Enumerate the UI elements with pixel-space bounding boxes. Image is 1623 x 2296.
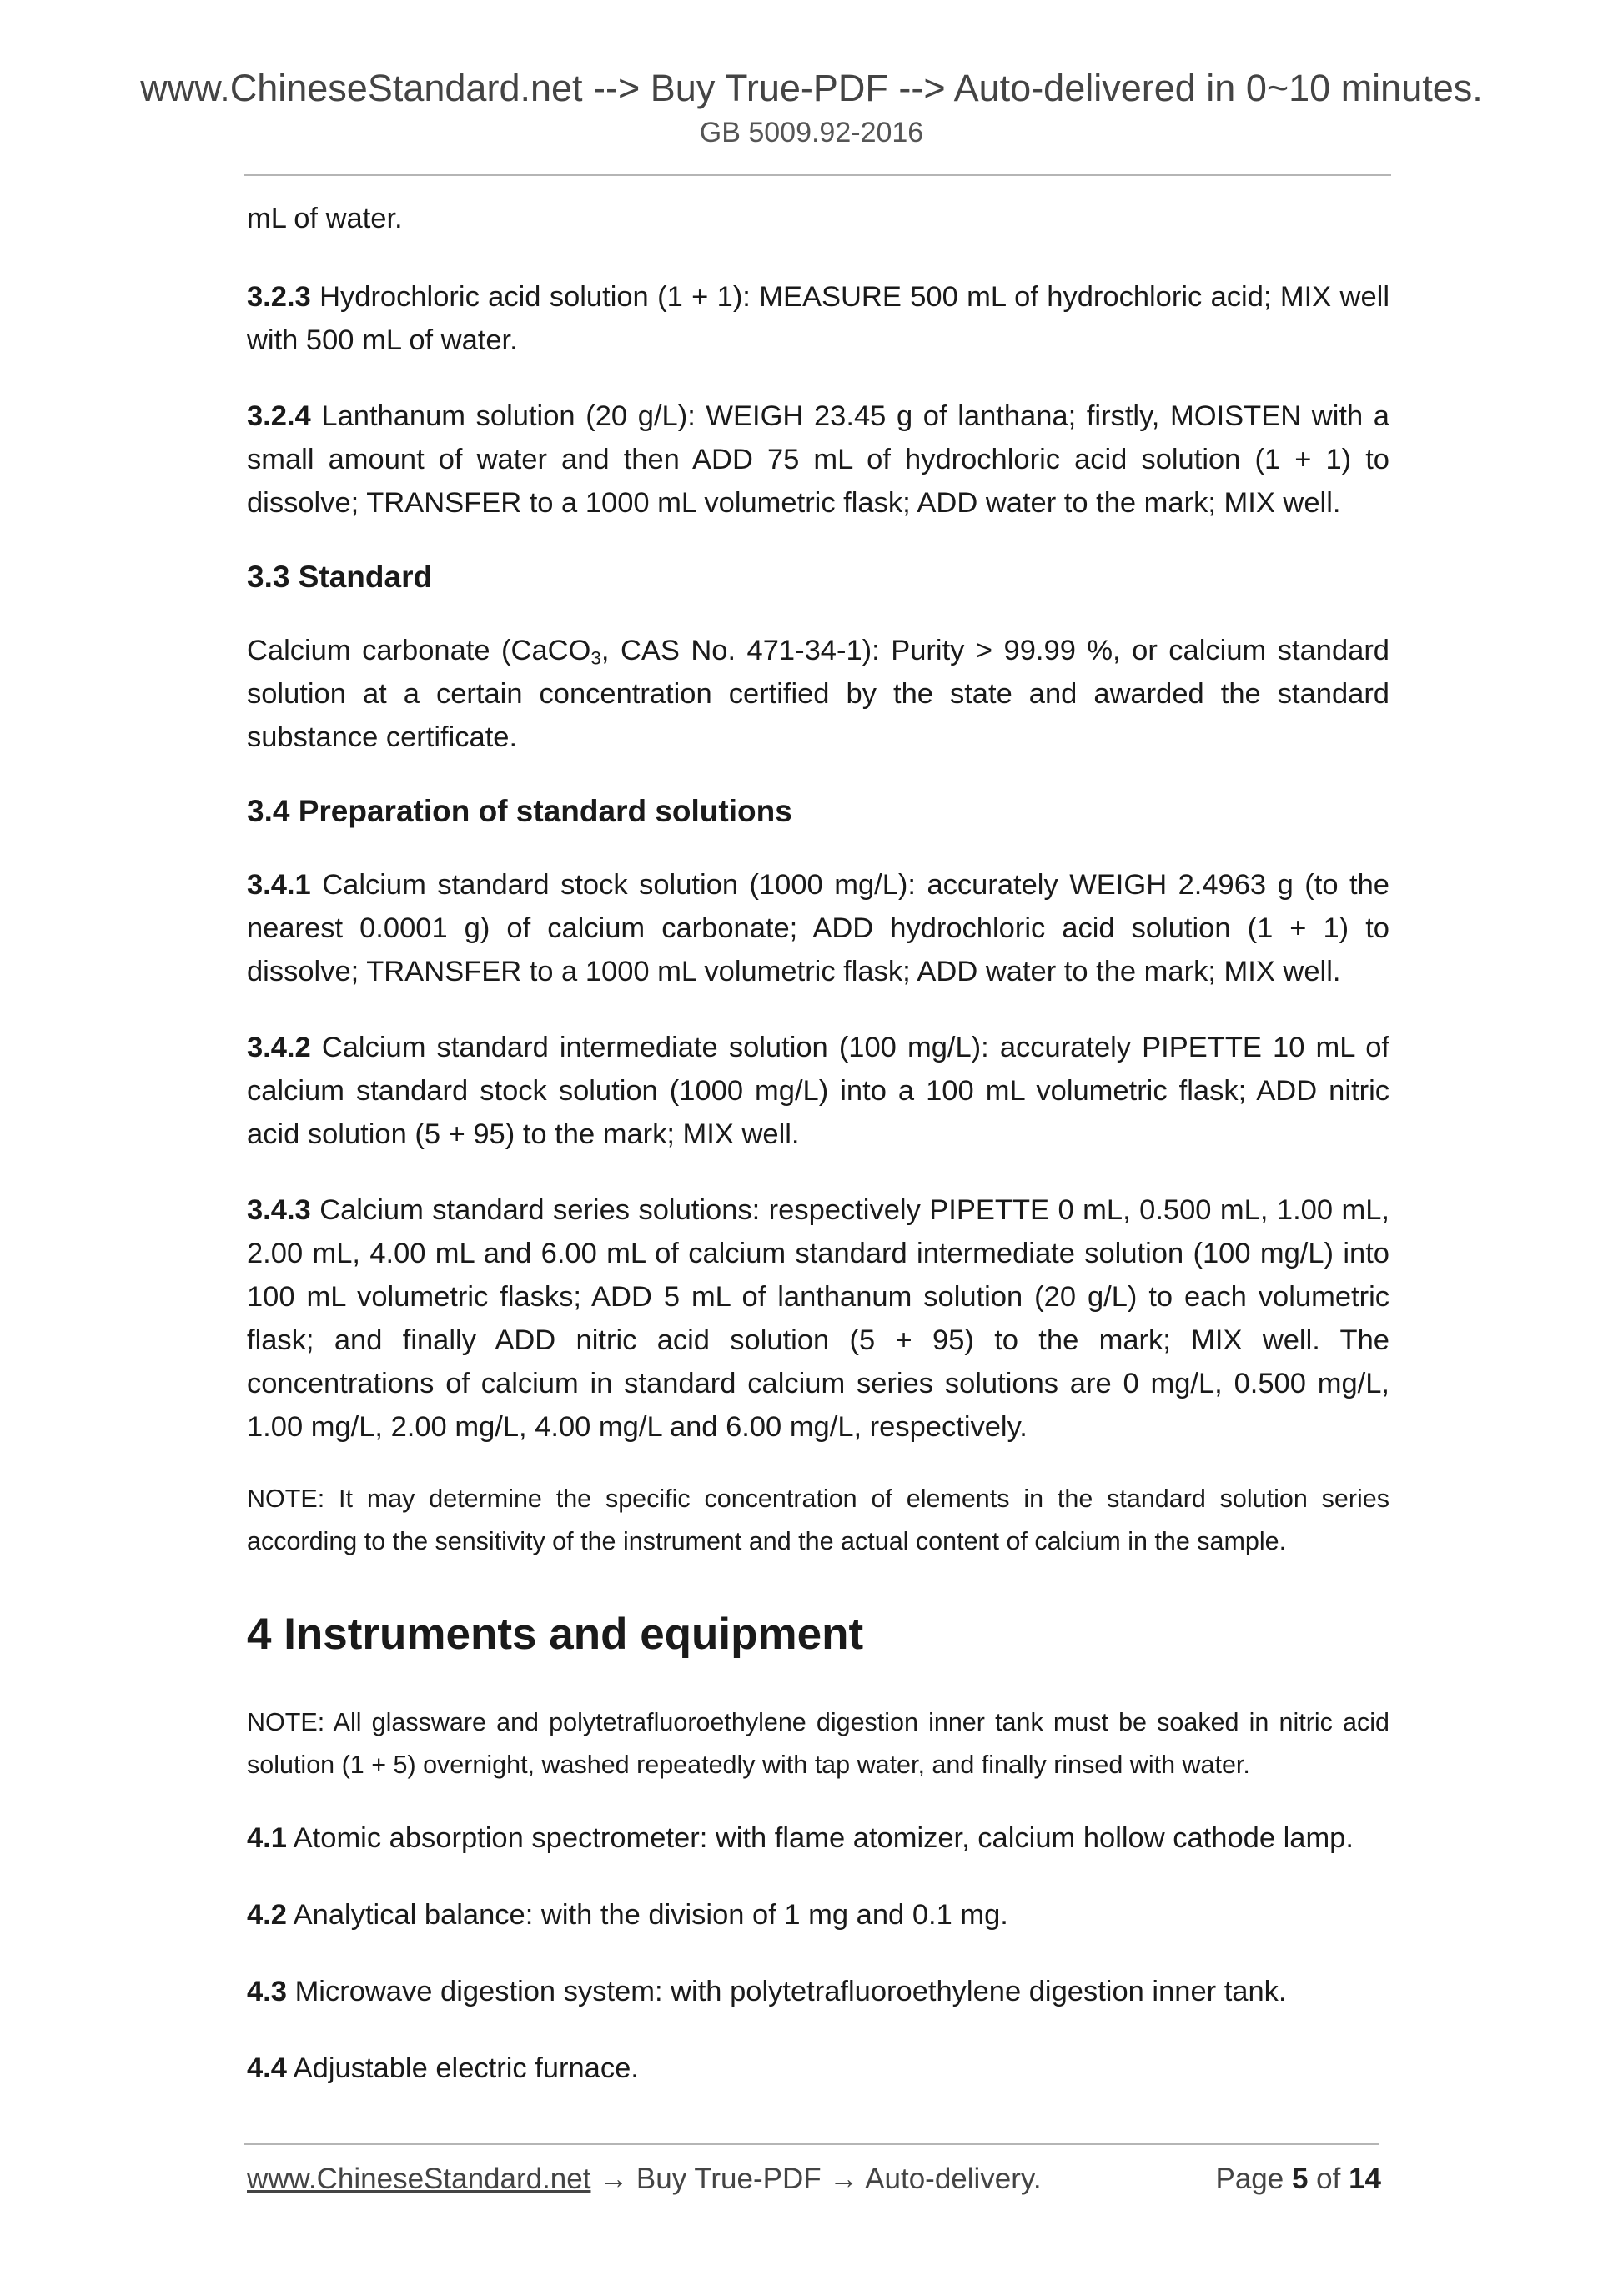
subscript: 3: [590, 647, 601, 669]
clause-number: 3.4.3: [247, 1194, 311, 1226]
clause-3-4-3: [247, 1188, 1389, 1449]
clause-number: 3.2.3: [247, 281, 311, 313]
clause-number: 4.4: [247, 2052, 287, 2084]
clause-4-3: [247, 1970, 1389, 2013]
clause-text: Microwave digestion system: with polytetrafluoroethylene digestion inner tank.: [294, 1976, 1287, 2007]
header-divider: [244, 174, 1391, 176]
clause-text: Calcium standard series solutions: respectively PIPETTE 0 mL, 0.500 mL, 1.00 mL, 2.00 mL, 4.00 mL and 6.00 mL of calcium standard intermediate solution (100 mg/L) into 100 mL volumetric flasks; ADD 5 mL of lanthanum solution (20 g/L) to each volumetric flask; and finally ADD nitric acid solution (5 + 95) to the mark; MIX well. The concentrations of calcium in standard calcium series solutions are 0 mg/L, 0.500 mg/L, 1.00 mg/L, 2.00 mg/L, 4.00 mg/L and 6.00 mg/L, respectively.: [247, 1194, 1390, 1443]
heading-3-4: 3.4 Preparation of standard solutions: [247, 794, 792, 828]
clause-number: 4.2: [247, 1899, 287, 1931]
page-footer: [247, 2158, 1381, 2200]
clause-3-2-4: [247, 394, 1389, 525]
header-banner: www.ChineseStandard.net --> Buy True-PDF --> Auto-delivered in 0~10 minutes.: [140, 67, 1483, 109]
clause-number: 4.1: [247, 1822, 287, 1854]
clause-text: Calcium carbonate (CaCO: [247, 635, 591, 666]
clause-number: 3.4.1: [247, 869, 311, 901]
clause-3-2-3: [247, 275, 1389, 362]
clause-text: Calcium standard intermediate solution (100 mg/L): accurately PIPETTE 10 mL of calcium standard stock solution (1000 mg/L) into a 100 mL volumetric flask; ADD nitric acid solution (5 + 95) to the mark; MIX well.: [247, 1032, 1389, 1150]
clause-4-2: [247, 1893, 1389, 1937]
page-of: of: [1308, 2163, 1349, 2195]
footer-site-link[interactable]: www.ChineseStandard.net: [247, 2163, 591, 2195]
standard-number: GB 5009.92-2016: [699, 117, 924, 148]
clause-text: Atomic absorption spectrometer: with flame atomizer, calcium hollow cathode lamp.: [293, 1822, 1354, 1854]
clause-text: , CAS No. 471-34-1): Purity > 99.99 %, or calcium standard solution at a certain concentration certified by the state and awarded the standard substance certificate.: [247, 635, 1389, 753]
clause-number: 3.2.4: [247, 400, 311, 432]
note-standard-series: NOTE: It may determine the specific concentration of elements in the standard solution series according to the sensitivity of the instrument and the actual content of calcium in the sample.: [247, 1485, 1389, 1555]
clause-3-3-text: [247, 629, 1389, 759]
footer-tagline: → Buy True-PDF → Auto-delivery.: [590, 2163, 1042, 2195]
clause-text: Hydrochloric acid solution (1 + 1): MEASURE 500 mL of hydrochloric acid; MIX well with 500 mL of water.: [247, 281, 1389, 356]
clause-4-4: [247, 2047, 1389, 2090]
clause-text: Adjustable electric furnace.: [293, 2052, 639, 2084]
heading-4: 4 Instruments and equipment: [247, 1610, 864, 1659]
page-label: Page: [1215, 2163, 1292, 2195]
clause-4-1: [247, 1816, 1389, 1860]
footer-divider: [244, 2143, 1379, 2145]
continuation-text: mL of water.: [247, 203, 403, 234]
page-total: 14: [1349, 2163, 1381, 2195]
page-current: 5: [1291, 2163, 1309, 2195]
clause-text: Analytical balance: with the division of 1 mg and 0.1 mg.: [293, 1899, 1008, 1931]
note-glassware: NOTE: All glassware and polytetrafluoroethylene digestion inner tank must be soaked in nitric acid solution (1 + 5) overnight, washed repeatedly with tap water, and finally rinsed with water.: [247, 1708, 1389, 1779]
clause-3-4-1: [247, 863, 1389, 993]
clause-text: Lanthanum solution (20 g/L): WEIGH 23.45 g of lanthana; firstly, MOISTEN with a small amount of water and then ADD 75 mL of hydrochloric acid solution (1 + 1) to dissolve; TRANSFER to a 1000 mL volumetric flask; ADD water to the mark; MIX well.: [247, 400, 1389, 519]
heading-3-3: 3.3 Standard: [247, 560, 433, 594]
clause-number: 4.3: [247, 1976, 287, 2007]
page-indicator: [1215, 2158, 1381, 2200]
clause-text: Calcium standard stock solution (1000 mg/L): accurately WEIGH 2.4963 g (to the nearest 0.0001 g) of calcium carbonate; ADD hydrochloric acid solution (1 + 1) to dissolve; TRANSFER to a 1000 mL volumetric flask; ADD water to the mark; MIX well.: [247, 869, 1389, 987]
clause-number: 3.4.2: [247, 1032, 311, 1063]
clause-3-4-2: [247, 1026, 1389, 1156]
page-body: [247, 197, 1389, 2090]
